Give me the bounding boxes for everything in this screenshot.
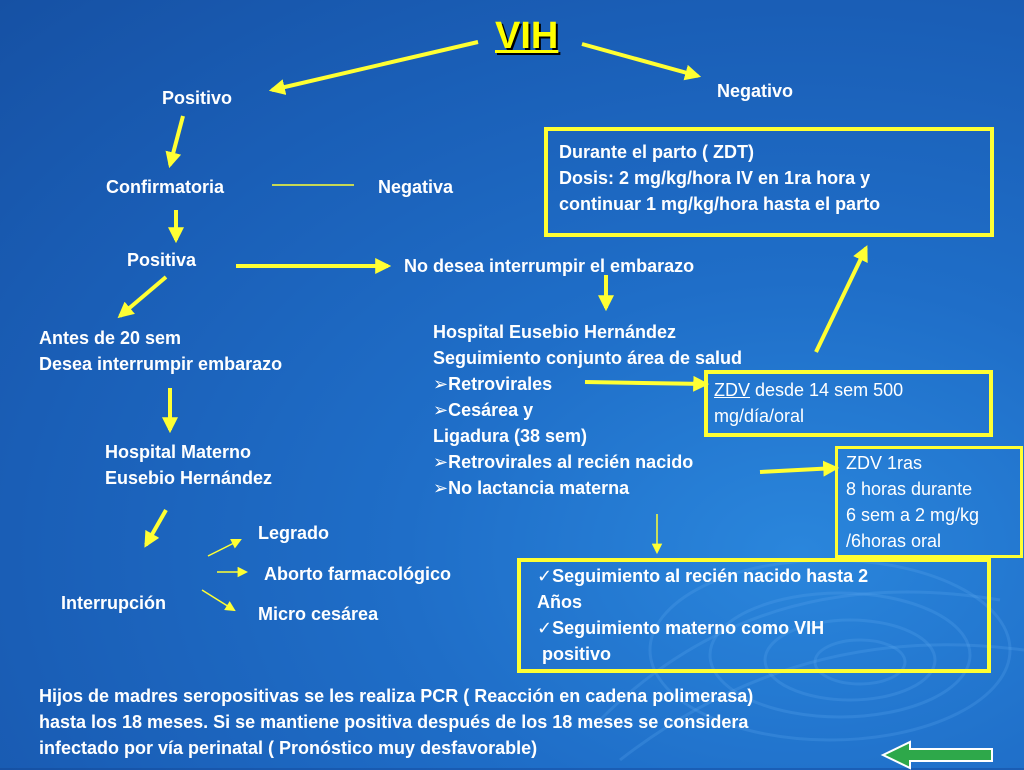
node-negativa: Negativa	[378, 177, 454, 197]
hosp-eusebio-line-1: Hospital Eusebio Hernández	[433, 322, 677, 342]
antes-line-2: Desea interrumpir embarazo	[39, 354, 283, 374]
box-seguimiento	[517, 558, 991, 673]
hosp-eusebio-line-3: ➢Retrovirales	[433, 374, 553, 394]
seguimiento-line-4: positivo	[537, 644, 612, 664]
footer-line-1: Hijos de madres seropositivas se les realiza PCR ( Reacción en cadena polimerasa)	[39, 686, 754, 706]
zdv-line-1	[714, 377, 903, 403]
footer-line-2: hasta los 18 meses. Si se mantiene positiva después de los 18 meses se considera	[39, 712, 749, 732]
seguimiento-text	[537, 563, 868, 667]
zdv-newborn-line-3: 6 sem a 2 mg/kg	[846, 505, 980, 525]
node-negativo: Negativo	[717, 81, 794, 101]
node-no-desea: No desea interrumpir el embarazo	[404, 256, 695, 276]
hosp-eusebio-line-7: ➢No lactancia materna	[433, 478, 630, 498]
zdv-line-2: mg/día/oral	[714, 406, 805, 426]
hosp-eusebio-line-6: ➢Retrovirales al recién nacido	[433, 452, 694, 472]
zdv-newborn-line-4: /6horas oral	[846, 531, 942, 551]
parto-line-3: continuar 1 mg/kg/hora hasta el parto	[559, 194, 881, 214]
parto-line-1: Durante el parto ( ZDT)	[559, 142, 755, 162]
node-confirmatoria: Confirmatoria	[106, 177, 225, 197]
parto-text	[559, 139, 880, 217]
footer-line-3: infectado por vía perinatal ( Pronóstico muy desfavorable)	[39, 738, 538, 758]
seguimiento-line-2: Años	[537, 592, 582, 612]
zdv-abbr: ZDV	[714, 380, 750, 400]
node-legrado: Legrado	[258, 523, 330, 543]
zdv-line-1-rest: desde 14 sem 500	[750, 380, 904, 400]
back-button[interactable]	[880, 740, 996, 770]
node-hospital-materno	[105, 439, 272, 491]
box-zdv-recien-nacido	[835, 446, 1023, 558]
zdv-newborn-text	[846, 450, 979, 554]
hosp-eusebio-line-5: Ligadura (38 sem)	[433, 426, 588, 446]
hosp-materno-line-2: Eusebio Hernández	[105, 468, 273, 488]
left-arrow-icon	[883, 742, 992, 768]
box-parto	[544, 127, 994, 237]
node-positiva: Positiva	[127, 250, 197, 270]
box-zdv	[704, 370, 993, 437]
zdv-text	[714, 377, 903, 429]
title-vih: VIH	[495, 15, 559, 57]
node-hospital-eusebio	[433, 319, 742, 501]
seguimiento-line-3: ✓Seguimiento materno como VIH	[537, 618, 825, 638]
zdv-newborn-line-2: 8 horas durante	[846, 479, 973, 499]
seguimiento-line-1: ✓Seguimiento al recién nacido hasta 2	[537, 566, 869, 586]
node-micro-cesarea: Micro cesárea	[258, 604, 379, 624]
hosp-eusebio-line-4: ➢Cesárea y	[433, 400, 534, 420]
zdv-newborn-line-1: ZDV 1ras	[846, 453, 923, 473]
node-interrupcion: Interrupción	[61, 593, 167, 613]
node-aborto-farmacologico: Aborto farmacológico	[264, 564, 452, 584]
antes-line-1: Antes de 20 sem	[39, 328, 182, 348]
hosp-eusebio-line-2: Seguimiento conjunto área de salud	[433, 348, 743, 368]
node-positivo: Positivo	[162, 88, 233, 108]
hosp-materno-line-1: Hospital Materno	[105, 442, 252, 462]
footer-note	[39, 683, 753, 761]
parto-line-2: Dosis: 2 mg/kg/hora IV en 1ra hora y	[559, 168, 871, 188]
node-antes-20-sem	[39, 325, 282, 377]
